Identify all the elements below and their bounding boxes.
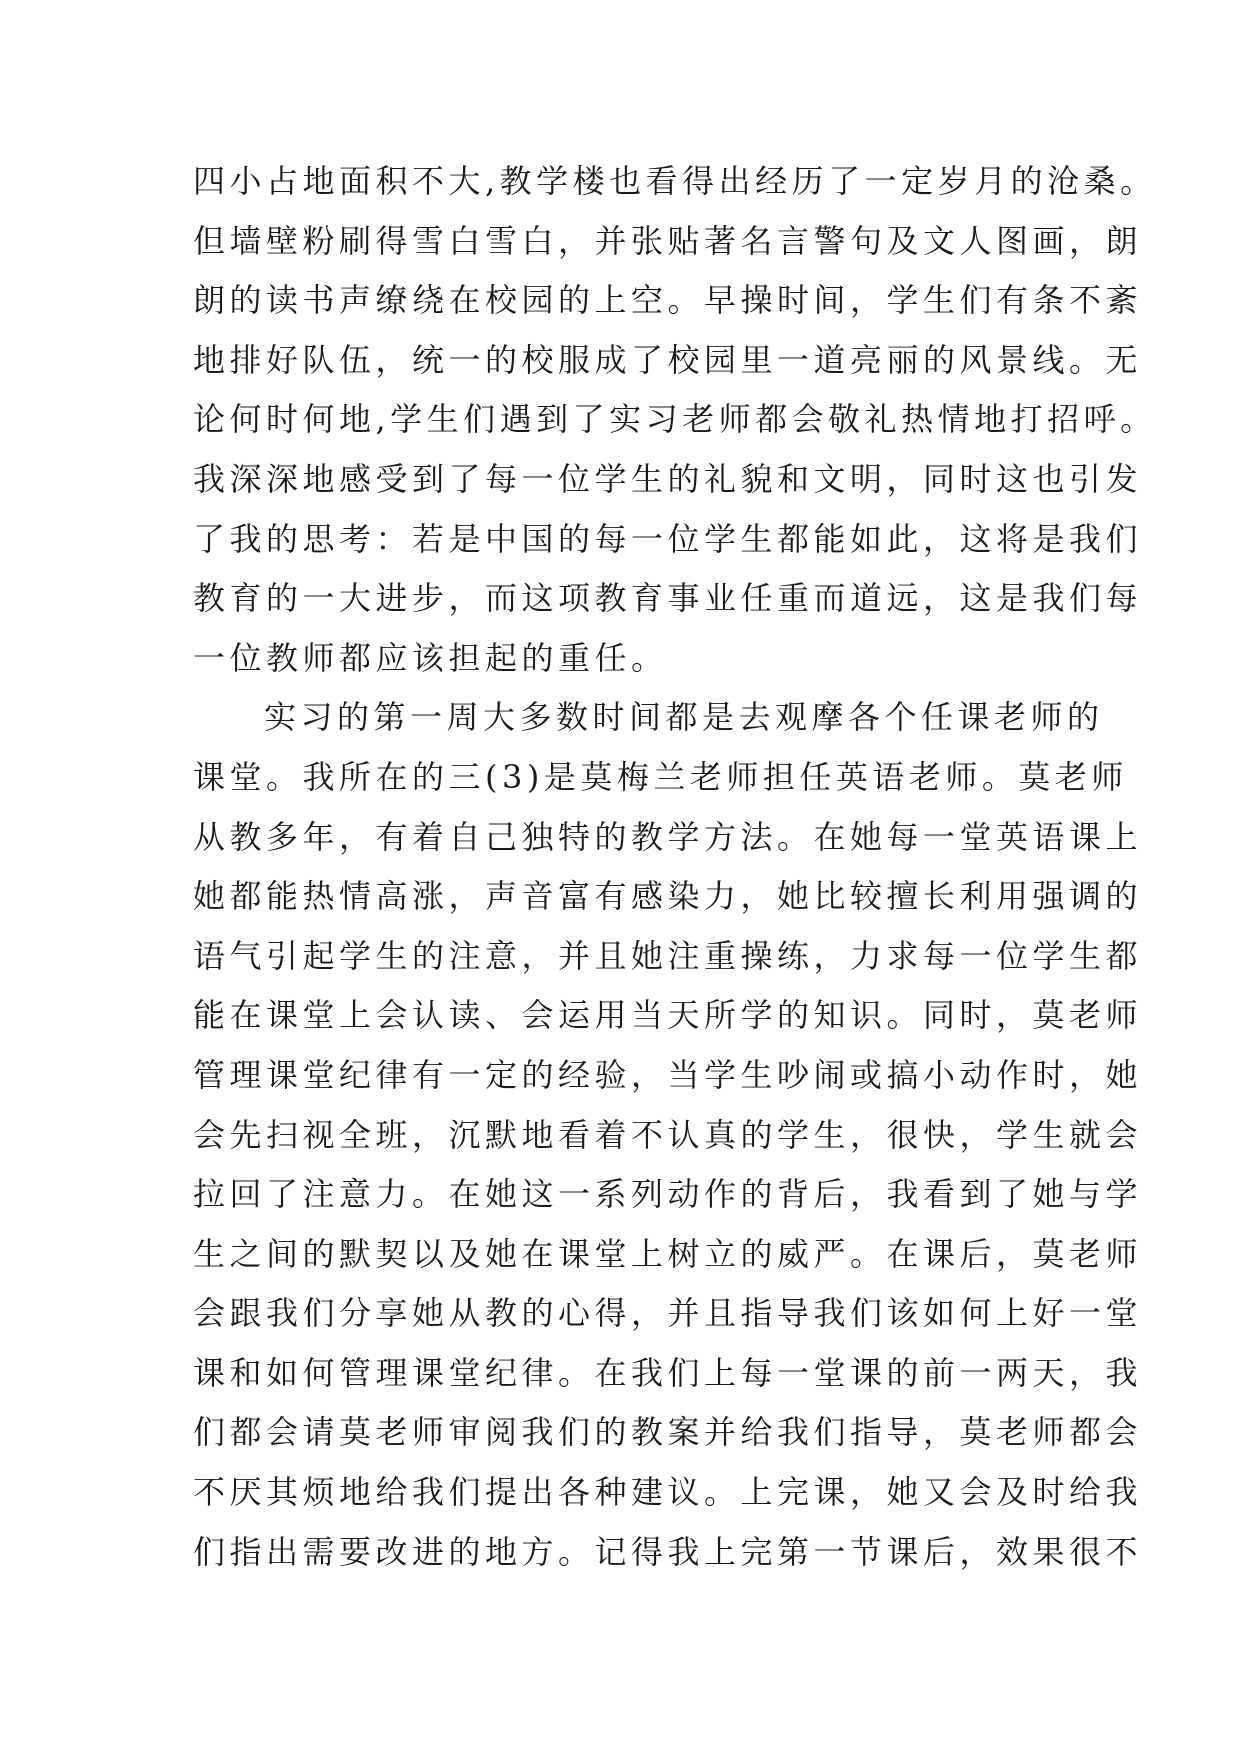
text-line: 课堂。我所在的三(3)是莫梅兰老师担任英语老师。莫老师 [193,757,1128,796]
text-line: 们都会请莫老师审阅我们的教案并给我们指导，莫老师都会 [193,1413,1143,1452]
text-line: 管理课堂纪律有一定的经验，当学生吵闹或搞小动作时，她 [193,1055,1143,1094]
text-line: 了我的思考：若是中国的每一位学生都能如此，这将是我们 [193,519,1143,558]
text-line: 论何时何地,学生们遇到了实习老师都会敬礼热情地打招呼。 [193,400,1157,439]
text-line: 们指出需要改进的地方。记得我上完第一节课后，效果很不 [193,1532,1143,1571]
text-line: 能在课堂上会认读、会运用当天所学的知识。同时，莫老师 [193,996,1143,1035]
text-line: 朗的读书声缭绕在校园的上空。早操时间，学生们有条不紊 [193,281,1143,320]
text-line: 拉回了注意力。在她这一系列动作的背后，我看到了她与学 [193,1175,1143,1214]
text-line: 地排好队伍，统一的校服成了校园里一道亮丽的风景线。无 [193,340,1143,379]
text-line: 语气引起学生的注意，并且她注重操练，力求每一位学生都 [193,936,1143,975]
text-line: 会先扫视全班，沉默地看着不认真的学生，很快，学生就会 [193,1115,1143,1154]
document-body [193,152,1193,1582]
text-line: 不厌其烦地给我们提出各种建议。上完课，她又会及时给我 [193,1473,1143,1512]
text-line: 课和如何管理课堂纪律。在我们上每一堂课的前一两天，我 [193,1353,1143,1392]
text-line: 一位教师都应该担起的重任。 [193,638,668,677]
text-line: 会跟我们分享她从教的心得，并且指导我们该如何上好一堂 [193,1294,1143,1333]
text-line: 实习的第一周大多数时间都是去观摩各个任课老师的 [264,698,1104,737]
text-line: 她都能热情高涨，声音富有感染力，她比较擅长利用强调的 [193,877,1143,916]
text-line: 生之间的默契以及她在课堂上树立的威严。在课后，莫老师 [193,1234,1143,1273]
paragraph-1 [193,152,1193,688]
text-line: 但墙壁粉刷得雪白雪白，并张贴著名言警句及文人图画，朗 [193,221,1143,260]
text-line: 从教多年，有着自己独特的教学方法。在她每一堂英语课上 [193,817,1143,856]
text-line: 我深深地感受到了每一位学生的礼貌和文明，同时这也引发 [193,459,1143,498]
paragraph-2 [193,688,1193,1582]
text-line: 四小占地面积不大,教学楼也看得出经历了一定岁月的沧桑。 [193,162,1157,200]
text-line: 教育的一大进步，而这项教育事业任重而道远，这是我们每 [193,579,1143,618]
